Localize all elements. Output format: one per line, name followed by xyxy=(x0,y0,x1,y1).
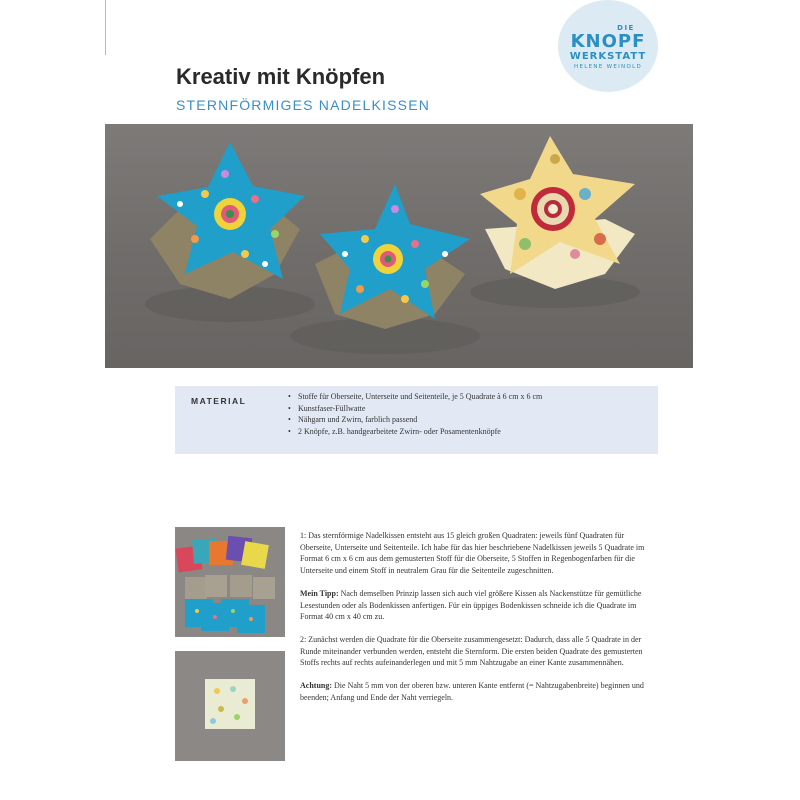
page-rule xyxy=(105,0,106,55)
material-label: MATERIAL xyxy=(191,396,247,406)
page-title: Kreativ mit Knöpfen xyxy=(176,64,386,89)
step2-paragraph: 2: Zunächst werden die Quadrate für die Oberseite zusammengesetzt: Dadurch, dass alle 5 Quadrate in der Runde miteinander verbunden werden, entsteht die Sternform. Die ersten beiden Quadrate des gemusterten Stoffs rechts auf rechts aufeinanderlegen und mit 5 mm Nahtzugabe an einer Kante zusammennähen. xyxy=(300,634,643,668)
step1-photo xyxy=(175,527,285,637)
star-cushion-left xyxy=(150,142,305,299)
fabric-squares-illustration xyxy=(175,527,285,637)
tip-text: Nach demselben Prinzip lassen sich auch viel größere Kissen als Nackenstütze für gemütliche Lesestunden oder als Bodenkissen anfertigen. Für ein üppiges Bodenkissen schneide ich die Quadrate im Format 40 cm x 40 cm zu. xyxy=(300,588,642,622)
tip-paragraph xyxy=(300,588,658,623)
logo-helene-weinold: HELENE WEINOLD xyxy=(574,64,642,70)
caution-label: Achtung: xyxy=(300,681,333,691)
hero-photo xyxy=(105,124,693,368)
star-cushion-middle xyxy=(315,184,470,329)
logo-werkstatt: WERKSTATT xyxy=(569,51,647,62)
material-item: • Stoffe für Oberseite, Unterseite und Seitenteile, je 5 Quadrate à 6 cm x 6 cm xyxy=(288,391,542,403)
material-box xyxy=(175,386,658,454)
material-item: • 2 Knöpfe, z.B. handgearbeitete Zwirn- oder Posamentenknöpfe xyxy=(288,426,542,438)
sewn-squares-illustration xyxy=(175,651,285,761)
step2-photo xyxy=(175,651,285,761)
step1-paragraph: 1: Das sternförmige Nadelkissen entsteht aus 15 gleich großen Quadraten: jeweils fünf Quadraten für Oberseite, Unterseite und Seitenteile. Ich habe für das hier beschriebene Nadelkissen jeweils 5 Quadrate im Format 6 cm x 6 cm aus dem gemusterten Stoff für die Oberseite, 5 Stoffen in Regenbogenfarben für die Unterseite und einem Stoff in neutralem Grau für die Seitenteile zugeschnitten. xyxy=(300,531,645,576)
instructions-text xyxy=(300,530,658,714)
caution-text: Die Naht 5 mm von der oberen bzw. unteren Kante entfernt (= Nahtzugabenbreite) beginnen und beenden; Anfang und Ende der Naht verriegeln. xyxy=(300,681,644,702)
caution-paragraph xyxy=(300,680,658,703)
material-item: • Kunstfaser-Füllwatte xyxy=(288,403,542,415)
pincushion-illustration xyxy=(105,124,693,368)
star-cushion-right xyxy=(480,136,635,289)
material-item: • Nähgarn und Zwirn, farblich passend xyxy=(288,414,542,426)
tip-label: Mein Tipp: xyxy=(300,588,339,598)
material-list xyxy=(288,391,542,437)
page-subtitle: STERNFÖRMIGES NADELKISSEN xyxy=(176,97,431,113)
logo-die: DIE xyxy=(617,24,635,32)
logo-knopf: KNOPF xyxy=(570,31,646,52)
brand-logo xyxy=(558,0,658,92)
